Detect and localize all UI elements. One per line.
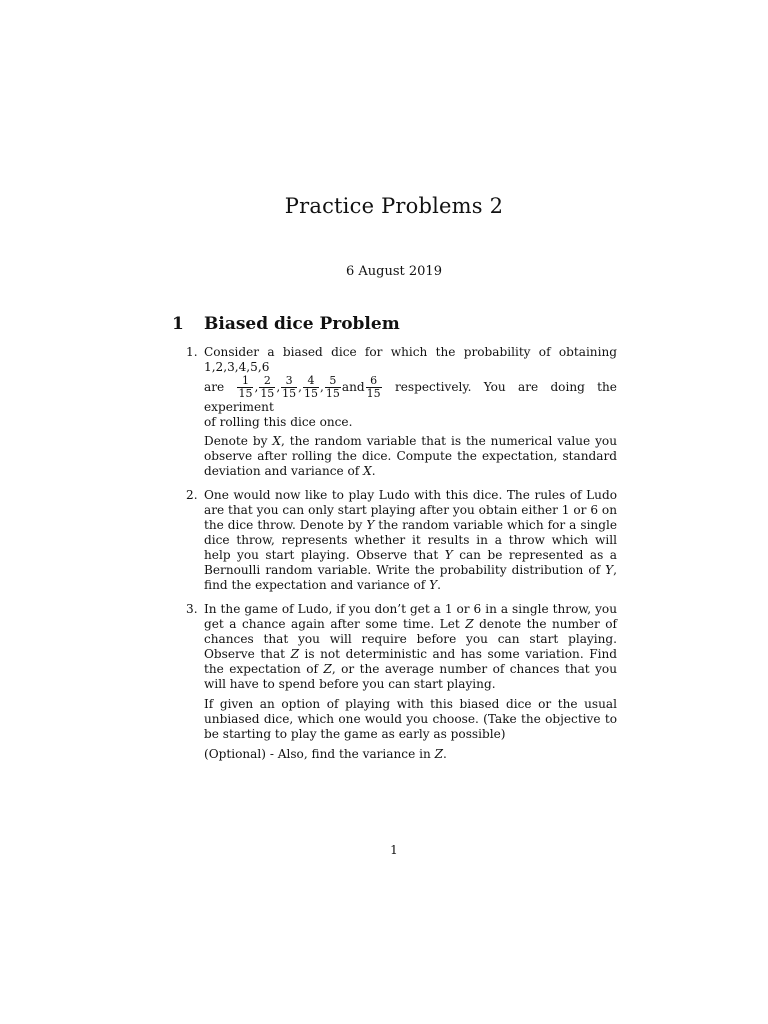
problem-list — [186, 345, 617, 771]
fraction-separator: , — [276, 380, 281, 394]
math-variable: Z — [434, 747, 443, 761]
text-segment: , find the expectation and variance of — [204, 563, 617, 592]
problem-marker: 2. — [186, 488, 198, 502]
rolling-text: of rolling this dice once. — [204, 415, 353, 429]
text-segment: denote the number of chances that you will require before you can start playing. Observe that — [204, 617, 617, 661]
document-title: Practice Problems 2 — [284, 194, 504, 218]
problem-1-paragraph-2 — [204, 434, 617, 479]
fraction-separator: , — [320, 380, 324, 394]
math-variable: Z — [323, 662, 332, 676]
math-variable: X — [272, 434, 281, 448]
are-word: are — [204, 380, 225, 394]
text-segment: is not deterministic and has some variation. Find the expectation of — [204, 647, 618, 676]
math-variable: Y — [366, 518, 375, 532]
text-segment: In the game of Ludo, if you don’t get a 1 or 6 in a single throw, you get a chance again after some time. Let — [204, 602, 617, 631]
problem-3-paragraph-3 — [204, 747, 617, 762]
problem-1 — [186, 345, 617, 479]
fraction-1: $\frac{1}{15}$ — [238, 374, 253, 400]
fraction-2: $\frac{2}{15}$ — [260, 374, 275, 400]
and-word: and — [341, 380, 365, 394]
math-variable: Y — [444, 548, 453, 562]
text-segment: can be represented as a Bernoulli random variable. Write the probability distribution of — [204, 548, 617, 577]
problem-2 — [186, 488, 617, 593]
problem-3-paragraph-2: If given an option of playing with this biased dice or the usual unbiased dice, which one would you choose. (Take the objective to be starting to play the game as early as possible) — [204, 697, 617, 741]
text-segment: Denote by — [204, 434, 273, 448]
fraction-separator: , — [254, 380, 259, 394]
problem-1-paragraph-1 — [204, 345, 617, 430]
math-variable: Z — [465, 617, 474, 631]
section-number: 1 — [172, 314, 184, 334]
text-segment: One would now like to play Ludo with this dice. The rules of Ludo are that you can only start playing after you obtain either 1 or 6 on the dice throw. Denote by — [204, 488, 617, 532]
math-variable: Z — [290, 647, 299, 661]
text-segment: (Optional) - Also, find the variance in — [204, 747, 435, 761]
section-heading — [172, 314, 400, 334]
fraction-4: $\frac{4}{15}$ — [304, 374, 319, 400]
text-segment: , or the average number of chances that you will have to spend before you can start playing. — [204, 662, 617, 691]
math-variable: Y — [605, 563, 614, 577]
problem-marker: 1. — [186, 345, 198, 359]
text-segment: the random variable which for a single dice throw, represents whether it results in a throw which will help you start playing. Observe that — [204, 518, 617, 562]
problem-3-paragraph-1 — [204, 602, 617, 692]
math-variable: Y — [429, 578, 438, 592]
text-segment: . — [443, 747, 447, 761]
text-segment: . — [437, 578, 441, 592]
document-date: 6 August 2019 — [346, 264, 442, 279]
fraction-5: $\frac{5}{15}$ — [325, 374, 340, 400]
respectively-text: respectively. You are doing the experiment — [204, 380, 617, 414]
problem-1-intro: Consider a biased dice for which the probability of obtaining 1,2,3,4,5,6 — [204, 345, 617, 374]
problem-3 — [186, 602, 617, 762]
page-number: 1 — [390, 843, 398, 857]
text-segment: . — [371, 464, 376, 478]
math-variable: X — [363, 464, 372, 478]
fraction-separator: , — [298, 380, 303, 394]
fraction-3: $\frac{3}{15}$ — [282, 374, 297, 400]
section-title: Biased dice Problem — [204, 314, 400, 334]
text-segment: , the random variable that is the numerical value you observe after rolling the dice. Compute the expectation, standard deviation and variance of — [204, 434, 618, 478]
probability-line — [204, 374, 617, 414]
problem-2-paragraph-1 — [204, 488, 617, 593]
problem-marker: 3. — [186, 602, 198, 616]
fraction-6: $\frac{6}{15}$ — [366, 374, 381, 400]
